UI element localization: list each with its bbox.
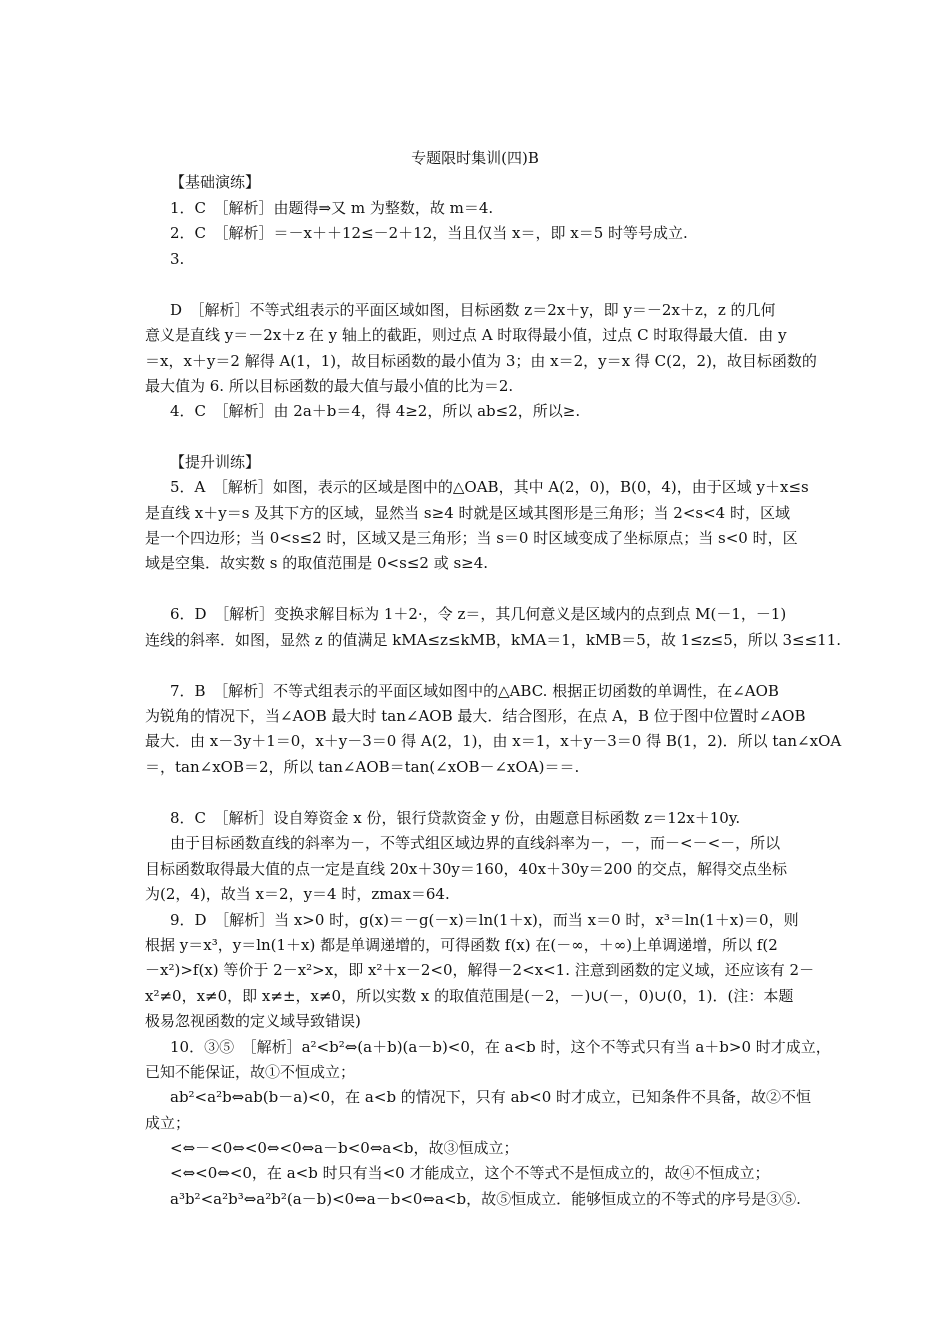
text-line: 目标函数取得最大值的点一定是直线 20x＋30y＝160，40x＋30y＝200 的交点，解得交点坐标 xyxy=(145,860,788,878)
text-line: 域是空集．故实数 s 的取值范围是 0<s≤2 或 s≥4. xyxy=(145,554,489,572)
text-line: 2．C ［解析］＝－x＋＋12≤－2＋12，当且仅当 x＝，即 x＝5 时等号成立. xyxy=(170,224,688,242)
page-title: 专题限时集训(四)B xyxy=(411,149,539,167)
text-line: <⇔<0⇔<0，在 a<b 时只有当<0 才能成立，这个不等式不是恒成立的，故④不恒成立； xyxy=(170,1164,770,1182)
text-line: 极易忽视函数的定义域导致错误) xyxy=(145,1012,361,1030)
text-line: ab²<a²b⇔ab(b－a)<0，在 a<b 的情况下，只有 ab<0 时才成立，已知条件不具备，故②不恒 xyxy=(170,1088,812,1106)
text-line: a³b²<a²b³⇔a²b²(a－b)<0⇔a－b<0⇔a<b，故⑤恒成立．能够恒成立的不等式的序号是③⑤. xyxy=(170,1190,801,1208)
text-line: D ［解析］不等式组表示的平面区域如图，目标函数 z＝2x＋y，即 y＝－2x＋z，z 的几何 xyxy=(170,301,776,319)
text-line: 8．C ［解析］设自筹资金 x 份，银行贷款资金 y 份，由题意目标函数 z＝12x＋10y. xyxy=(170,809,741,827)
text-line: 由于目标函数直线的斜率为－，不等式组区域边界的直线斜率为－，－，而－<－<－，所以 xyxy=(170,834,781,852)
text-line: 意义是直线 y＝－2x＋z 在 y 轴上的截距，则过点 A 时取得最小值，过点 C 时取得最大值．由 y xyxy=(145,326,787,344)
section-heading: 【基础演练】 xyxy=(170,173,261,191)
text-line: 3. xyxy=(170,250,185,268)
text-line: 9．D ［解析］当 x>0 时，g(x)＝－g(－x)＝ln(1＋x)，而当 x＝0 时，x³＝ln(1＋x)＝0，则 xyxy=(170,911,799,929)
text-line: 为锐角的情况下，当∠AOB 最大时 tan∠AOB 最大．结合图形，在点 A，B 位于图中位置时∠AOB xyxy=(145,707,806,725)
text-line: 为(2，4)，故当 x＝2，y＝4 时，zmax＝64. xyxy=(145,885,450,903)
text-line: 根据 y＝x³，y＝ln(1＋x) 都是单调递增的，可得函数 f(x) 在(－∞，＋∞)上单调递增，所以 f(2 xyxy=(145,936,778,954)
text-line: 4．C ［解析］由 2a＋b＝4，得 4≥2，所以 ab≤2，所以≥. xyxy=(170,402,581,420)
text-line: 6．D ［解析］变换求解目标为 1＋2·，令 z＝，其几何意义是区域内的点到点 M(－1，－1) xyxy=(170,605,787,623)
text-line: 是直线 x＋y＝s 及其下方的区域，显然当 s≥4 时就是区域其图形是三角形；当 2<s<4 时，区域 xyxy=(145,504,790,522)
text-line: ＝，tan∠xOB＝2，所以 tan∠AOB＝tan(∠xOB－∠xOA)＝＝. xyxy=(145,758,580,776)
text-line: －x²)>f(x) 等价于 2－x²>x，即 x²＋x－2<0，解得－2<x<1. 注意到函数的定义域，还应该有 2－ xyxy=(145,961,815,979)
text-line: 连线的斜率．如图，显然 z 的值满足 kMA≤z≤kMB，kMA＝1，kMB＝5，故 1≤z≤5，所以 3≤≤11. xyxy=(145,631,842,649)
text-line: 最大值为 6. 所以目标函数的最大值与最小值的比为＝2. xyxy=(145,377,514,395)
text-line: 5．A ［解析］如图，表示的区域是图中的△OAB，其中 A(2，0)，B(0，4)，由于区域 y＋x≤s xyxy=(170,478,809,496)
text-line: 是一个四边形；当 0<s≤2 时，区域又是三角形；当 s＝0 时区域变成了坐标原点；当 s<0 时，区 xyxy=(145,529,798,547)
section-heading: 【提升训练】 xyxy=(170,453,261,471)
text-line: ＝x，x＋y＝2 解得 A(1，1)，故目标函数的最小值为 3；由 x＝2，y＝x 得 C(2，2)，故目标函数的 xyxy=(145,352,817,370)
text-line: 1．C ［解析］由题得⇒又 m 为整数，故 m＝4. xyxy=(170,199,494,217)
text-line: 7．B ［解析］不等式组表示的平面区域如图中的△ABC. 根据正切函数的单调性，在∠AOB xyxy=(170,682,779,700)
text-line: 10．③⑤ ［解析］a²<b²⇔(a＋b)(a－b)<0，在 a<b 时，这个不等式只有当 a＋b>0 时才成立， xyxy=(170,1038,831,1056)
text-line: 已知不能保证，故①不恒成立； xyxy=(145,1063,356,1081)
text-line: x²≠0，x≠0，即 x≠±，x≠0，所以实数 x 的取值范围是(－2，－)∪(－，0)∪(0，1)．(注：本题 xyxy=(145,987,794,1005)
text-line: <⇔－<0⇔<0⇔<0⇔a－b<0⇔a<b，故③恒成立； xyxy=(170,1139,519,1157)
text-line: 最大．由 x－3y＋1＝0，x＋y－3＝0 得 A(2，1)，由 x＝1，x＋y－3＝0 得 B(1，2)．所以 tan∠xOA xyxy=(145,732,842,750)
text-line: 成立； xyxy=(145,1114,191,1132)
